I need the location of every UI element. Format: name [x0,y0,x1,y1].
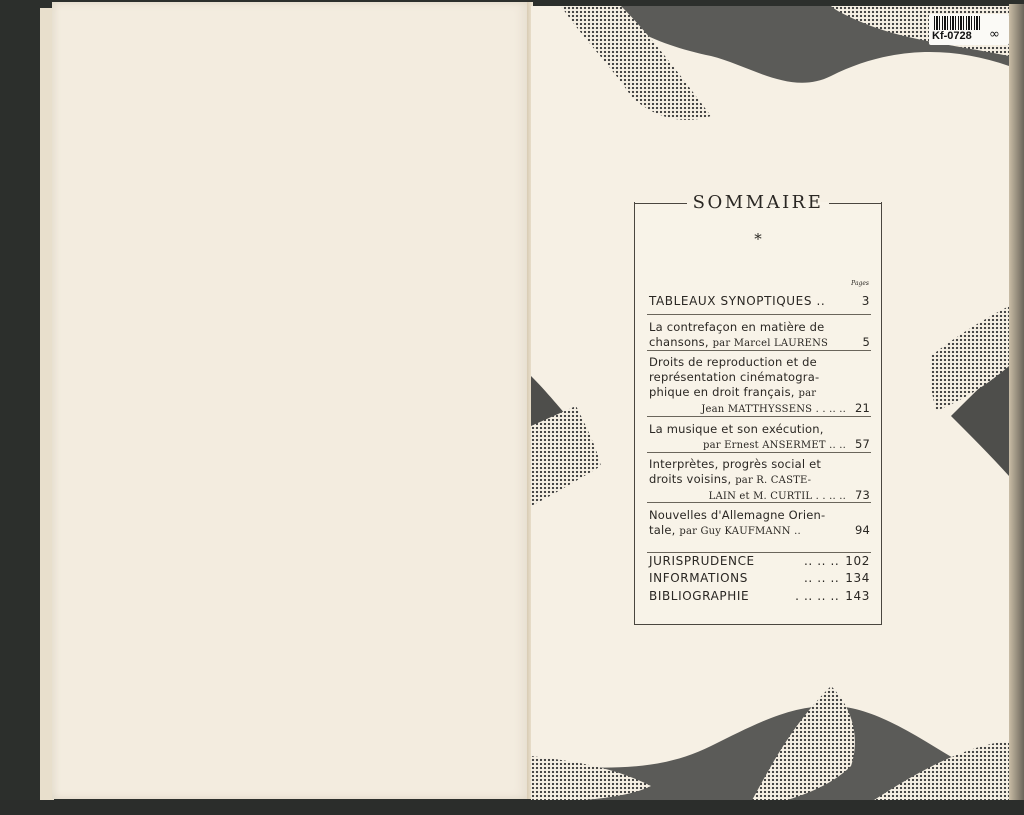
section-dots: .. .. .. [803,571,840,585]
entry-page-number [852,370,870,385]
toc-separator [647,552,871,553]
header-rule-right [829,203,882,204]
entry-text [649,385,816,401]
toc-section-informations[interactable] [649,571,870,586]
section-page-number: 134 [845,571,870,585]
section-label: INFORMATIONS [649,571,748,585]
entry-page-number: 73 [854,488,870,502]
toc-entry-line [649,294,870,309]
entry-page-number: 94 [854,523,870,537]
toc-section-line [649,571,870,586]
bottom-edge [0,800,1024,815]
toc-entry-line [649,508,870,523]
entry-text [649,320,824,335]
entry-text [649,355,817,370]
entry-author: par [798,388,817,399]
entry-text [649,472,811,488]
entry-text [649,294,825,309]
entry-title: Interprètes, progrès social et [649,457,822,471]
entry-title: droits voisins, [649,472,736,486]
section-label: BIBLIOGRAPHIE [649,589,750,603]
entry-title: tale, [649,523,680,537]
entry-page-number [852,472,870,488]
toc-title: SOMMAIRE [692,191,824,213]
entry-text [649,457,821,472]
toc-entry-line [649,385,870,401]
left-blank-page [52,2,529,799]
entry-title: phique en droit français, [649,385,799,399]
toc-entry[interactable] [649,508,870,539]
entry-page-number [852,320,870,335]
toc-entry-line [649,457,870,472]
toc-entry-line [649,488,870,504]
toc-entry-line [649,437,870,453]
entry-text [703,437,846,453]
pages-header: Pages [851,280,869,287]
entry-title: La musique et son exécution, [649,422,824,436]
entry-author: par Ernest ANSERMET .. .. [702,440,846,451]
section-page-number: 143 [845,589,870,603]
toc-entry-line [649,472,870,488]
toc-entry-line [649,370,870,385]
toc-entry-line [649,422,870,437]
section-label: JURISPRUDENCE [649,554,755,568]
entry-author: par R. CASTE- [735,475,812,486]
entry-title: représentation cinématogra- [649,370,820,384]
library-code: Kf-0728 [932,30,972,42]
entry-author: par Guy KAUFMANN .. [679,526,801,537]
toc-header [634,192,882,212]
entry-text [709,488,846,504]
toc-entry[interactable] [649,294,870,309]
entry-text [649,508,825,523]
entry-page-number: 21 [854,401,870,415]
entry-text [649,422,824,437]
entry-author: Jean MATTHYSSENS . . .. .. [701,404,846,415]
section-dots: . .. .. .. [795,589,840,603]
infinity-mark: ∞ [989,27,1000,42]
toc-entry-line [649,335,870,351]
toc-section-line [649,589,870,604]
entry-page-number [852,355,870,370]
toc-entry-line [649,320,870,335]
entry-page-number: 3 [861,294,870,308]
entry-text [649,523,801,539]
toc-separator [647,314,871,315]
header-rule-left [634,203,687,204]
toc-section-bibliographie[interactable] [649,589,870,604]
entry-page-number: 57 [854,437,870,451]
entry-page-number [852,508,870,523]
section-dots: .. .. .. [803,554,840,568]
entry-title: TABLEAUX SYNOPTIQUES .. [649,294,826,308]
toc-entry[interactable] [649,422,870,453]
entry-title: Nouvelles d'Allemagne Orien- [649,508,826,522]
entry-page-number: 5 [862,335,870,349]
toc-entry-line [649,355,870,370]
section-page-number: 102 [845,554,870,568]
barcode [934,16,982,30]
entry-page-number [852,422,870,437]
entry-title: La contrefaçon en matière de [649,320,825,334]
entry-author: par Marcel LAURENS [712,338,829,349]
toc-section-line [649,554,870,569]
entry-title: chansons, [649,335,713,349]
toc-entry-line [649,401,870,417]
toc-section-jurisprudence[interactable] [649,554,870,569]
entry-page-number [852,457,870,472]
library-label [929,14,1009,45]
entry-text [649,370,819,385]
entry-title: Droits de reproduction et de [649,355,817,369]
table-of-contents [634,191,882,625]
entry-author: LAIN et M. CURTIL . . .. .. [708,491,846,502]
toc-entry[interactable] [649,457,870,504]
right-page-edge [1009,4,1024,815]
toc-entry[interactable] [649,355,870,417]
toc-entry-line [649,523,870,539]
entry-page-number [852,385,870,401]
entry-text [701,401,846,417]
toc-entry[interactable] [649,320,870,351]
ornament: * [754,230,762,248]
entry-text [649,335,828,351]
